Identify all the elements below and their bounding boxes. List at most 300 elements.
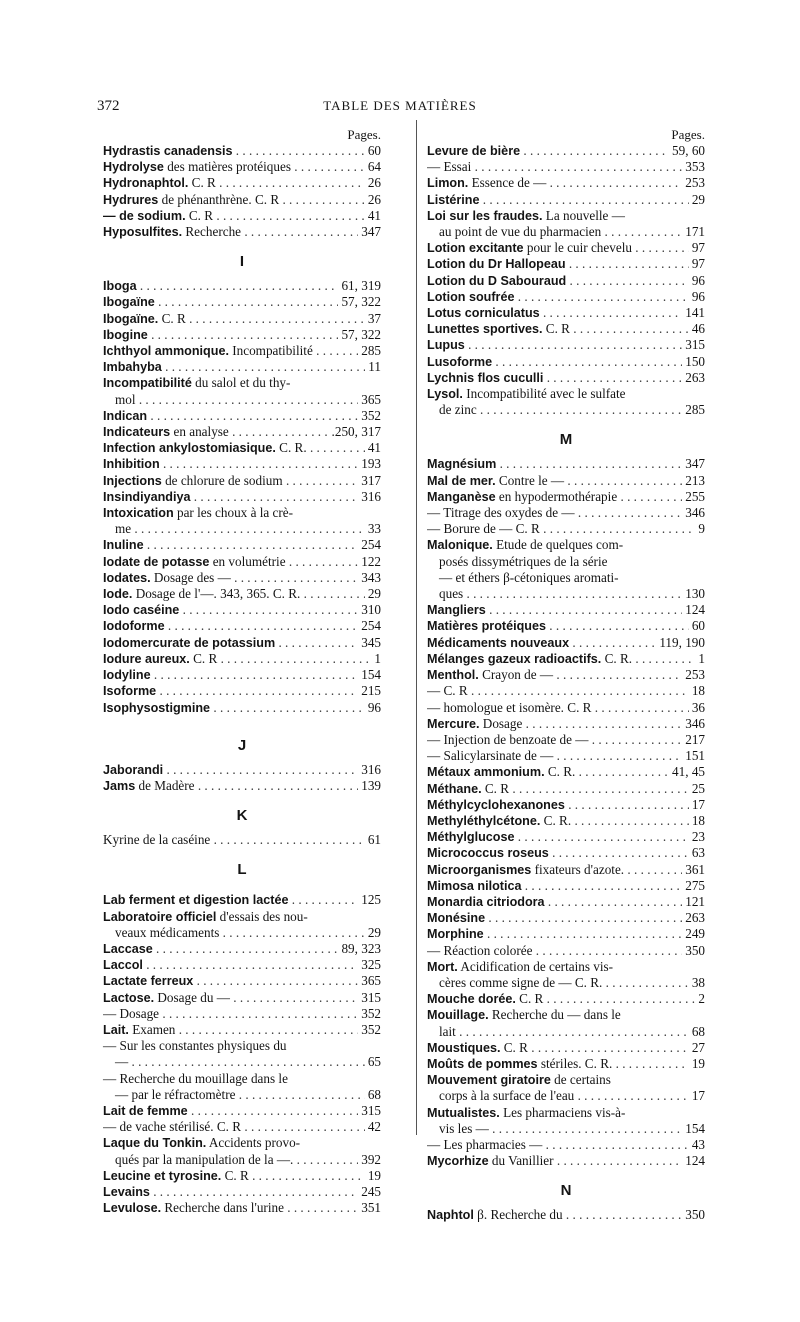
entry-text [427,473,705,489]
entry-text [427,321,705,337]
page-reference: 150 [682,354,705,370]
entry-text [103,667,381,683]
entry-detail: Contre le — [495,472,565,488]
page-reference: 59, 60 [669,143,705,159]
entry-detail: pour le cuir chevelu [523,240,632,256]
page-reference: 41 [365,440,381,456]
entry-text [427,748,705,764]
index-entry [103,635,381,651]
entry-text [427,337,705,353]
entry-text [427,521,705,537]
entry-headword: Lusoforme [427,354,493,369]
entry-detail: ques [439,586,464,602]
entry-line [427,586,705,602]
section-letter: L [237,861,247,879]
entry-text [427,700,705,716]
page-reference: 316 [358,489,381,505]
entry-headword: Hydrures [103,192,159,207]
entry-text [427,456,705,472]
entry-headword: Lychnis flos cuculli [427,370,544,385]
page-reference: 352 [358,408,381,424]
entry-line [427,1105,705,1121]
spacer [103,878,381,892]
entry-line [103,909,381,925]
entry-detail: — Réaction colorée [427,942,533,958]
entry-text [103,473,381,489]
entry-headword: — de sodium. [103,208,186,223]
section-letter: I [239,253,245,271]
index-entry [103,343,381,359]
page-reference: 18 [689,683,705,699]
entry-headword: Inhibition [103,457,160,472]
entry-detail: C. R. [540,812,572,828]
entry-headword: Mal de mer. [427,473,496,488]
entry-text [427,926,705,942]
entry-text [103,537,381,553]
entry-detail: Recherche dans l'urine [161,1200,284,1216]
entry-headword: Iboga [103,279,137,294]
entry-text [427,716,705,732]
page-reference: 130 [682,586,705,602]
entry-headword: Hydrastis canadensis [103,144,233,158]
entry-headword: Hydrolyse [103,160,164,175]
index-entry-multiline [103,1038,381,1070]
page-reference: 352 [358,1022,381,1038]
entry-headword: Injections [103,473,162,488]
page-reference: 96 [689,273,705,289]
page-reference: 346 [682,505,705,521]
entry-detail: vis les — [439,1120,489,1136]
entry-headword: Magnésium [427,457,497,472]
entry-detail: lait [439,1023,456,1039]
index-entry [103,602,381,618]
entry-detail: corps à la surface de l'eau [439,1088,575,1104]
index-entry [103,762,381,778]
entry-text [427,862,705,878]
entry-detail: Dosage de l'—. 343, 365. C. R. [132,586,301,602]
entry-text [427,732,705,748]
entry-headword: Ibogine [103,327,148,342]
entry-headword: Lotion du Dr Hallopeau [427,257,566,272]
entry-detail: C. R [515,991,544,1007]
page-reference: 121 [682,894,705,910]
index-entry [427,667,705,683]
entry-detail: — et éthers β-cétoniques aromati- [439,569,619,585]
entry-text [103,762,381,778]
entry-line [103,375,381,391]
index-entry [103,424,381,440]
entry-detail: du salol et du thy- [191,375,291,391]
entry-text [427,1056,705,1072]
entry-line [427,554,705,570]
entry-detail: C. R. [544,764,576,780]
entry-detail: — Titrage des oxydes de — [427,505,575,521]
entry-detail: Examen [128,1021,176,1037]
entry-detail: — C. R [427,683,468,699]
page-reference: 63 [689,845,705,861]
entry-detail: de zinc [439,402,477,418]
page-reference: 42 [365,1119,381,1135]
index-entry [427,748,705,764]
page-reference: 36 [689,700,705,716]
pages-label: Pages. [671,127,705,142]
page-reference: 139 [358,778,381,794]
entry-text [427,1137,705,1153]
entry-text [103,602,381,618]
entry-detail: C. R [542,321,570,337]
index-entry [427,305,705,321]
entry-headword: Ibogaïne. [103,311,159,326]
entry-headword: Menthol. [427,668,479,683]
index-entry [103,570,381,586]
entry-detail: Les pharmaciens vis-à- [499,1104,626,1120]
entry-text [103,1200,381,1216]
pages-label: Pages. [347,127,381,142]
entry-headword: Iode. [103,587,133,602]
entry-headword: Monardia citriodora [427,894,545,909]
entry-text [427,489,705,505]
entry-text [427,829,705,845]
entry-text [427,289,705,305]
index-entry [103,537,381,553]
entry-headword: Iodure aureux. [103,651,190,666]
page-reference: 215 [358,683,381,699]
index-entry [103,224,381,240]
index-entry [427,456,705,472]
entry-headword: Listérine [427,192,480,207]
page-reference: 325 [358,957,381,973]
entry-text [103,1168,381,1184]
page-reference: 37 [365,311,381,327]
entry-headword: Moûts de pommes [427,1056,538,1071]
entry-text [427,602,705,618]
entry-detail: cères comme signe de — C. R. [439,974,603,990]
page-reference: 310 [358,602,381,618]
entry-line [103,1054,381,1070]
entry-headword: Hydronaphtol. [103,176,189,191]
index-entry [103,618,381,634]
entry-headword: Mouche dorée. [427,992,516,1007]
index-entry [427,1137,705,1153]
index-entry [427,240,705,256]
entry-line [103,1152,381,1168]
entry-detail: des matières protéiques [163,159,291,175]
spacer [103,270,381,278]
entry-line [103,1038,381,1054]
entry-text [103,990,381,1006]
index-entry [427,651,705,667]
entry-headword: Iodoforme [103,619,165,634]
entry-text [427,797,705,813]
page-reference: 19 [365,1168,381,1184]
index-entry [427,683,705,699]
entry-detail: Dosage des — [150,569,231,585]
index-entry [427,700,705,716]
index-entry [427,1056,705,1072]
entry-line [427,224,705,240]
page-reference: 217 [682,732,705,748]
running-title: TABLE DES MATIÈRES [323,98,477,113]
entry-text [427,240,705,256]
entry-headword: Indicateurs [103,425,171,440]
entry-headword: Mercure. [427,716,480,731]
page-reference: 89, 323 [338,941,381,957]
page-reference: 353 [682,159,705,175]
page-reference: 275 [682,878,705,894]
entry-text [427,845,705,861]
index-entry [103,473,381,489]
entry-headword: Lait. [103,1022,129,1037]
entry-text [103,343,381,359]
index-entry [427,256,705,272]
entry-text [103,489,381,505]
entry-line [427,402,705,418]
entry-detail: en volumétrie [209,553,286,569]
page-reference: 64 [365,159,381,175]
page-reference: 2 [695,991,705,1007]
index-entry [103,159,381,175]
entry-line [427,1088,705,1104]
index-entry [427,505,705,521]
index-entry [427,845,705,861]
entry-detail: posés dissymétriques de la série [439,553,608,569]
index-entry [427,732,705,748]
entry-text [103,1022,381,1038]
spacer [103,716,381,738]
entry-detail: C. R [221,1167,249,1183]
entry-headword: Lab ferment et digestion lactée [103,893,289,908]
index-entry [427,159,705,175]
page-reference: 315 [358,990,381,1006]
page-reference: 124 [682,1153,705,1169]
entry-line [427,386,705,402]
spacer [103,794,381,808]
index-entry [103,667,381,683]
spacer [427,448,705,456]
entry-text [427,1207,705,1223]
entry-detail: — de vache stérilisé. C. R [103,1119,242,1135]
entry-text [103,1103,381,1119]
entry-headword: Mort. [427,959,458,974]
page-reference: 23 [689,829,705,845]
entry-headword: Mimosa nilotica [427,878,522,893]
spacer [103,754,381,762]
entry-headword: Lotus corniculatus [427,306,540,321]
entry-detail: C. R [158,310,186,326]
entry-text [103,175,381,191]
entry-text [103,586,381,602]
entry-detail: de phénanthrène. C. R [158,191,280,207]
page-reference: 351 [358,1200,381,1216]
index-entry [103,990,381,1006]
entry-detail: Recherche [182,224,242,240]
entry-text [427,764,705,780]
page-reference: 29 [689,192,705,208]
section-letter: M [559,431,573,449]
entry-detail: en hypodermothérapie [495,488,618,504]
index-entry [427,192,705,208]
entry-line [103,505,381,521]
entry-headword: Mutualistes. [427,1105,500,1120]
page-reference: 46 [689,321,705,337]
entry-detail: Crayon de — [478,667,554,683]
entry-line [103,392,381,408]
entry-text [103,570,381,586]
page-reference: 285 [682,402,705,418]
entry-headword: Morphine [427,927,484,942]
page-reference: 253 [682,667,705,683]
entry-headword: Laccase [103,941,153,956]
entry-text [103,892,381,908]
entry-text [427,878,705,894]
entry-detail: C. R [185,207,214,223]
entry-headword: Isoforme [103,684,157,699]
entry-headword: Inuline [103,538,144,553]
entry-text [427,1153,705,1169]
entry-headword: Lotion soufrée [427,289,515,304]
index-entry [103,175,381,191]
entry-headword: Manganèse [427,489,496,504]
entry-headword: Leucine et tyrosine. [103,1168,222,1183]
entry-headword: Levulose. [103,1201,162,1216]
entry-detail: — Dosage [103,1005,160,1021]
index-entry-multiline [103,909,381,941]
page-reference: 141 [682,305,705,321]
entry-detail: Acidification de certains vis- [457,958,614,974]
entry-text [103,778,381,794]
page-reference: 254 [358,537,381,553]
right-column [427,127,705,1224]
entry-detail: — Borure de — C. R [427,521,540,537]
entry-detail: par les choux à la crè- [173,505,294,521]
entry-headword: Limon. [427,176,469,191]
spacer [427,1169,705,1183]
entry-text [427,143,705,159]
index-entry [103,192,381,208]
entry-line [103,925,381,941]
entry-headword: Indican [103,408,148,423]
entry-headword: Médicaments nouveaux [427,635,570,650]
entry-text [427,256,705,272]
entry-detail: Kyrine de la caséine [103,832,211,848]
page-reference: 345 [358,635,381,651]
entry-headword: Lupus [427,338,465,353]
entry-line [103,521,381,537]
page-reference: 26 [365,192,381,208]
entry-text [427,1040,705,1056]
entry-text [103,554,381,570]
spacer [103,848,381,862]
page-reference: 213 [682,473,705,489]
entry-headword: Ibogaïne [103,295,155,310]
entry-line [427,959,705,975]
entry-detail: veaux médicaments [115,924,220,940]
entry-headword: Micrococcus roseus [427,846,549,861]
page-reference: 96 [689,289,705,305]
entry-headword: Laccol [103,958,143,973]
entry-text [427,175,705,191]
entry-detail: Accidents provo- [206,1135,301,1151]
spacer [103,240,381,254]
page-reference: 352 [358,1006,381,1022]
entry-line [427,1007,705,1023]
index-entry [103,359,381,375]
entry-text [103,635,381,651]
index-entry [103,1103,381,1119]
entry-detail: de Madère [135,777,195,793]
entry-detail: en analyse [170,424,229,440]
entry-text [103,1184,381,1200]
entry-headword: Méthylglucose [427,830,515,845]
page-reference: 171 [682,224,705,240]
entry-detail: Dosage du — [154,989,230,1005]
page-reference: 315 [682,337,705,353]
entry-detail: — homologue et isomère. C. R [427,699,592,715]
page-reference: 25 [689,781,705,797]
page-reference: 17 [689,797,705,813]
entry-headword: Métaux ammonium. [427,765,545,780]
index-entry [427,716,705,732]
index-entry-multiline [103,1135,381,1167]
entry-headword: Incompatibilité [103,376,192,391]
entry-text [427,781,705,797]
page-reference: 365 [358,973,381,989]
index-entry-multiline [103,505,381,537]
index-entry [103,278,381,294]
index-entry [103,456,381,472]
entry-text [103,408,381,424]
index-entry [427,635,705,651]
index-entry [103,832,381,848]
entry-headword: Naphtol [427,1208,474,1223]
entry-headword: Iodate de potasse [103,554,210,569]
entry-headword: Mycorhize [427,1154,489,1169]
index-entry-multiline [427,1105,705,1137]
page-reference: 1 [371,651,381,667]
entry-text [103,973,381,989]
page-reference: 154 [682,1121,705,1137]
entry-detail: de certains [550,1072,611,1088]
entry-text [427,651,705,667]
page-reference: 193 [358,456,381,472]
index-entry [427,862,705,878]
page-reference: 254 [358,618,381,634]
entry-headword: Jams [103,778,136,793]
index-entry [427,337,705,353]
entry-text [103,224,381,240]
entry-headword: Iodomercurate de potassium [103,635,276,650]
entry-headword: Imbahyba [103,360,162,375]
entry-headword: Isophysostigmine [103,700,211,715]
page-reference: 33 [365,521,381,537]
entry-headword: Monésine [427,911,486,926]
index-entry [103,408,381,424]
entry-detail: Dosage [479,715,523,731]
spacer [427,1199,705,1207]
page-reference: 29 [365,925,381,941]
entry-headword: Lactate ferreux [103,974,194,989]
index-entry [427,1153,705,1169]
index-entry [427,1040,705,1056]
index-entry [427,289,705,305]
entry-detail: fixateurs d'azote. [531,861,625,877]
index-entry-multiline [427,386,705,418]
page-reference: 9 [695,521,705,537]
page-reference: 61, 319 [338,278,381,294]
entry-detail: d'essais des nou- [216,908,308,924]
entry-text [103,440,381,456]
entry-text [103,618,381,634]
